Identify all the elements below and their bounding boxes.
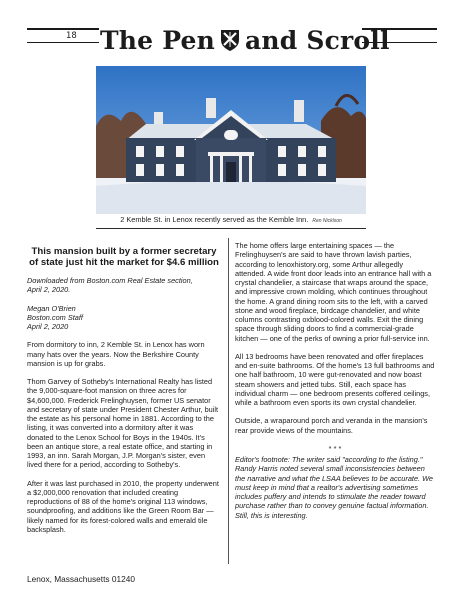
paragraph: Outside, a wraparound porch and veranda in the mansion's rear provide views of the mountains. xyxy=(235,416,428,435)
article-headline: This mansion built by a former secretary of state just hit the market for $4.6 million xyxy=(29,246,219,268)
right-column xyxy=(235,241,435,529)
author-org: Boston.com Staff xyxy=(27,312,83,322)
author-date: April 2, 2020 xyxy=(27,322,69,332)
crest-icon xyxy=(219,28,241,52)
section-separator: * * * xyxy=(328,443,342,453)
header-rule-left-top xyxy=(27,28,99,30)
caption-text: 2 Kemble St. in Lenox recently served as the Kemble Inn. xyxy=(120,215,309,224)
paragraph: From dormitory to inn, 2 Kemble St. in Lenox has worn many hats over the years. Now the Berkshire County mansion is up for grabs. xyxy=(27,340,205,368)
masthead-right: and Scroll xyxy=(245,25,390,55)
source-date: April 2, 2020. xyxy=(27,285,71,295)
mansion-photo xyxy=(96,66,366,214)
column-divider xyxy=(228,238,229,564)
paragraph: Thom Garvey of Sotheby's International Realty has listed the 9,000-square-foot mansion on three acres for $4,600,000. Frederick Frelinghuysen, former US senator and secretary of state under President Chester Arthur, built the estate as his personal home in 1881. According to the listing, it was converted into a dormitory after it was donated to the Lenox School for Boys in the 1940s. It's been an antique store, a real estate office, and starting in 1993, an inn. Sarah Morgan, J.P. Morgan's sister, even lived there for a period, according to Sotheby's. xyxy=(27,377,219,470)
author-name: Megan O'Brien xyxy=(27,303,76,313)
source-line: Downloaded from Boston.com Real Estate section, xyxy=(27,276,193,286)
footer-location: Lenox, Massachusetts 01240 xyxy=(27,574,135,584)
photo-caption xyxy=(96,215,366,224)
paragraph: The home offers large entertaining spaces — the Frelinghuysen's are said to have thrown lavish parties, according to lenoxhistory.org, some Arthur allegedly attended. A wide front door leads into an entrance hall with a crystal chandelier, a staircase that wraps around the space, and impressive crown molding, which continues throughout the home. A grand dining room sits to the left, with a carved stone and wood fireplace, birdcage chandelier, and white columns contrasting oxblood-colored walls. Exit the dining space through sliding doors to find a commercial-grade kitchen — one of the perks of owning a prior full-service inn. xyxy=(235,241,432,343)
left-column xyxy=(27,244,221,543)
page-number: 18 xyxy=(66,31,77,41)
masthead xyxy=(100,23,430,57)
header-rule-left-bottom xyxy=(27,42,99,43)
byline xyxy=(27,304,221,332)
photo-credit: Ren Nicklson xyxy=(312,218,342,224)
editor-footnote: Editor's footnote: The writer said "according to the listing." Randy Harris noted several small inconsistencies between the narrative and what the LSAA believes to be accurate. We must keep in mind that a realtor's advertising sometimes includes puffery and intends to stimulate the reader toward purchase rather than to convey genuine factual information. Still, this is interesting. xyxy=(235,455,433,520)
paragraph: All 13 bedrooms have been renovated and offer fireplaces and en-suite bathrooms. Of the home's 13 full bathrooms and one half bathroom, 10 were gut-renovated and now boast steam showers and jetted tubs. Still, each space has individual charm — one bedroom presents coffered ceilings, while a bathroom even sports its own crystal chandelier. xyxy=(235,351,435,407)
paragraph: After it was last purchased in 2010, the property underwent a $2,000,000 renovation that included creating reproductions of 88 of the home's original 113 windows, soundproofing, and additions like the Green Room Bar — likely named for its forest-colored walls and emerald tile backsplash. xyxy=(27,478,219,534)
masthead-left: The Pen xyxy=(100,25,215,55)
source-note xyxy=(27,276,221,295)
caption-divider xyxy=(96,228,366,229)
